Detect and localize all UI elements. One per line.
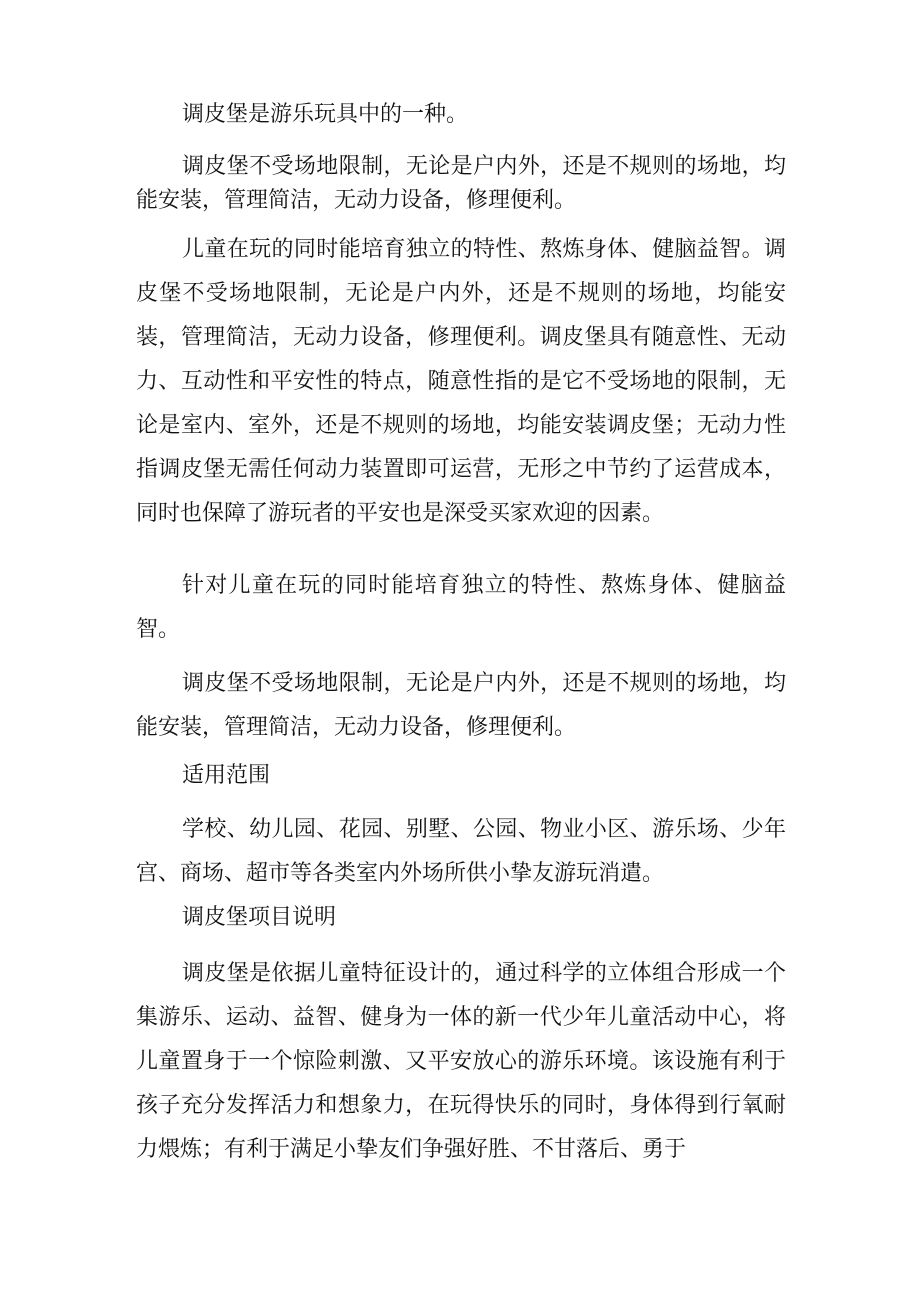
heading-project: 调皮堡项目说明 [182,905,337,930]
paragraph-features: 儿童在玩的同时能培育独立的特性、熬炼身体、健脑益智。调皮堡不受场地限制，无论是户内外，还是不规则的场地，均能安装，管理简洁，无动力设备，修理便利。调皮堡具有随意性、无动力、互动性和平安性的特点，随意性指的是它不受场地的限制，无论是室内、室外，还是不规则的场地，均能安装调皮堡；无动力性指调皮堡无需任何动力装置即可运营，无形之中节约了运营成本，同时也保障了游玩者的平安也是深受买家欢迎的因素。 [136,237,786,526]
heading-scope: 适用范围 [182,763,271,788]
paragraph-installation-repeat: 调皮堡不受场地限制，无论是户内外，还是不规则的场地，均能安装，管理简洁，无动力设备，修理便利。 [136,671,786,740]
paragraph-scope: 学校、幼儿园、花园、别墅、公园、物业小区、游乐场、少年宫、商场、超市等各类室内外场所供小挚友游玩消遣。 [136,817,786,886]
paragraph-installation: 调皮堡不受场地限制，无论是户内外，还是不规则的场地，均能安装，管理简洁，无动力设备，修理便利。 [136,154,786,213]
paragraph-intro: 调皮堡是游乐玩具中的一种。 [182,102,469,127]
paragraph-project: 调皮堡是依据儿童特征设计的，通过科学的立体组合形成一个集游乐、运动、益智、健身为一体的新一代少年儿童活动中心，将儿童置身于一个惊险刺激、又平安放心的游乐环境。该设施有利于孩子充分发挥活力和想象力，在玩得快乐的同时，身体得到行氧耐力煨炼；有利于满足小挚友们争强好胜、不甘落后、勇于 [136,961,786,1162]
paragraph-benefits: 针对儿童在玩的同时能培育独立的特性、熬炼身体、健脑益智。 [136,573,786,642]
